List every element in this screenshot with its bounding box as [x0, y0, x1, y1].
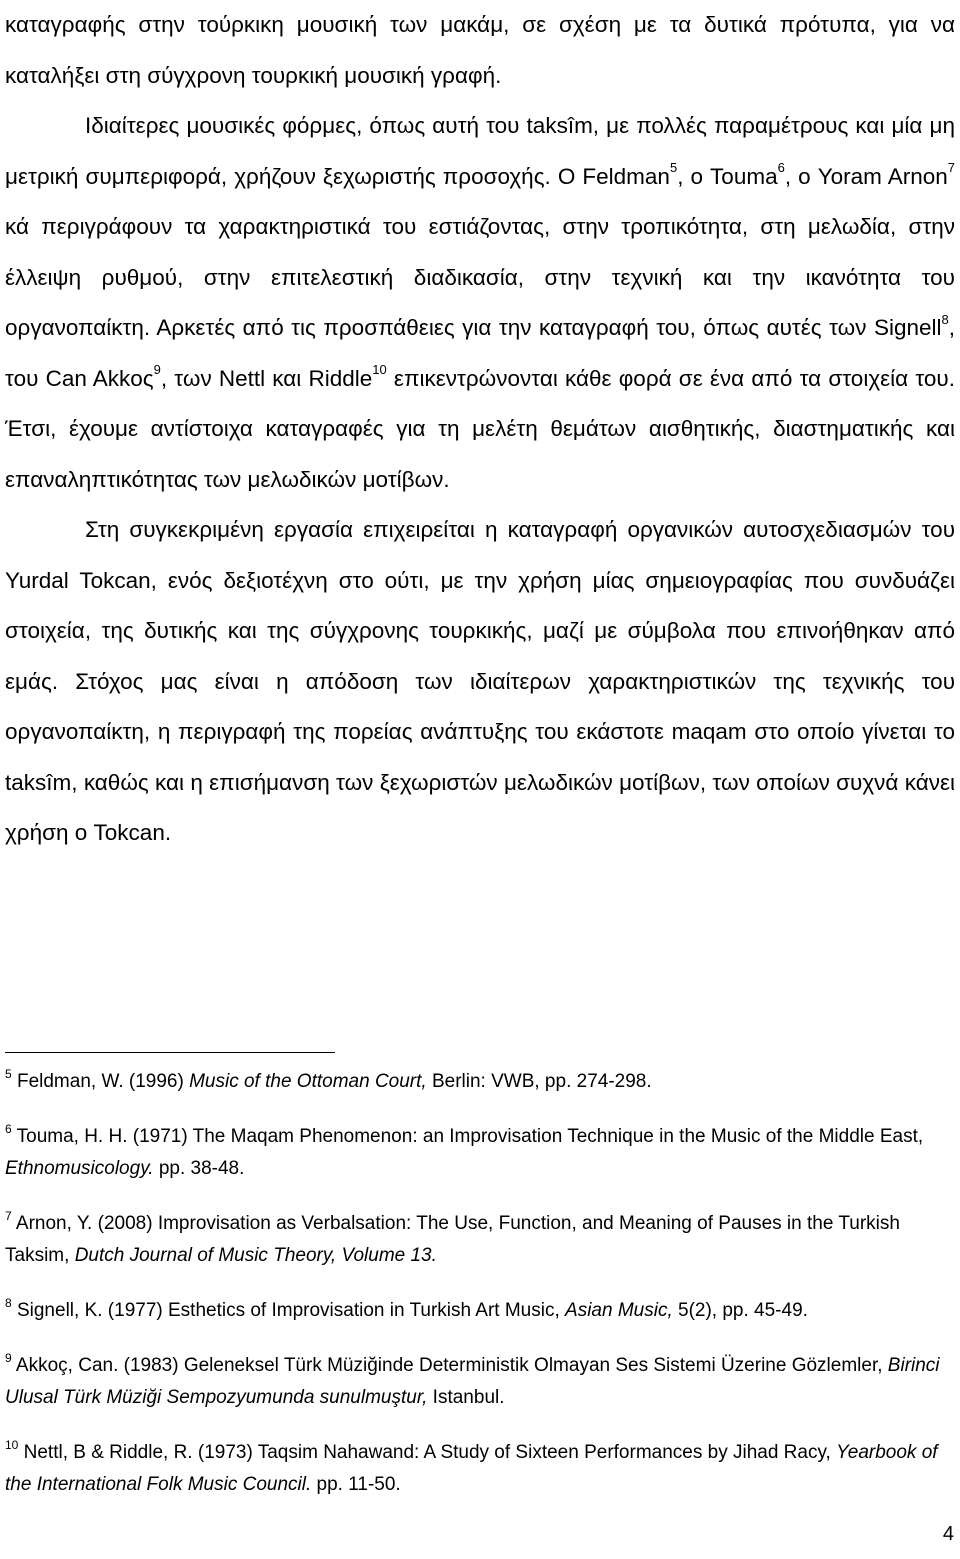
footnote-text: Nettl, B & Riddle, R. (1973) Taqsim Nahawand: A Study of Sixteen Performances by Jihad Racy, [23, 1442, 837, 1463]
footnote-number: 5 [5, 1066, 12, 1081]
footnote-7 [5, 1208, 955, 1272]
body-text [5, 0, 955, 859]
footnote-italic: Asian Music, [565, 1300, 673, 1321]
paragraph-1: καταγραφής στην τούρκικη μουσική των μακάμ, σε σχέση με τα δυτικά πρότυπα, για να καταλήξει στη σύγχρονη τουρκική μουσική γραφή. [5, 12, 955, 88]
paragraph-2-text: , ο Touma [677, 163, 778, 189]
footnotes [5, 1066, 955, 1524]
footnote-ref-5[interactable]: 5 [669, 160, 678, 175]
footnote-italic: Music of the Ottoman Court, [189, 1071, 427, 1092]
footnote-5 [5, 1066, 955, 1098]
footnote-italic: Ethnomusicology. [5, 1158, 154, 1179]
footnote-ref-9[interactable]: 9 [153, 362, 161, 377]
footnote-separator [5, 1052, 335, 1053]
footnote-number: 6 [5, 1121, 12, 1136]
footnote-number: 7 [5, 1208, 12, 1223]
footnote-ref-7[interactable]: 7 [947, 160, 955, 175]
footnote-text: pp. 38-48. [153, 1158, 245, 1179]
footnote-number: 10 [5, 1437, 19, 1452]
footnote-text: Arnon, Y. (2008) Improvisation as Verbalsation: The Use, Function, and Meaning of Pauses in the Turkish Taksim, [5, 1213, 900, 1266]
footnote-text: 5(2), pp. 45-49. [672, 1300, 808, 1321]
footnote-text: Signell, K. (1977) Esthetics of Improvisation in Turkish Art Music, [16, 1300, 566, 1321]
footnote-10 [5, 1437, 955, 1501]
paragraph-2-text: κά περιγράφουν τα χαρακτηριστικά του εστιάζοντας, στην τροπικότητα, στη μελωδία, στην έλλειψη ρυθμού, στην επιτελεστική διαδικασία, στην τεχνική και την ικανότητα του οργανοπαίκτη. Αρκετές από τις προσπάθειες για την καταγραφή του, όπως αυτές των Signell [5, 214, 955, 340]
footnote-text: Feldman, W. (1996) [16, 1071, 190, 1092]
footnote-text: Akkoç, Can. (1983) Geleneksel Türk Müziğinde Deterministik Olmayan Ses Sistemi Üzerine Gözlemler, [15, 1355, 888, 1376]
paragraph-2 [5, 101, 955, 505]
footnote-8 [5, 1295, 955, 1327]
footnote-6 [5, 1121, 955, 1185]
footnote-italic: Birinci Ulusal Türk Müziği Sempozyumunda sunulmuştur, [5, 1355, 940, 1408]
footnote-ref-10[interactable]: 10 [372, 362, 387, 377]
paragraph-3: Στη συγκεκριμένη εργασία επιχειρείται η καταγραφή οργανικών αυτοσχεδιασμών του Yurdal Tokcan, ενός δεξιοτέχνη στο ούτι, με την χρήση μίας σημειογραφίας που συνδυάζει στοιχεία, της δυτικής και της σύγχρονης τουρκικής, μαζί με σύμβολα που επινοήθηκαν από εμάς. Στόχος μας είναι η απόδοση των ιδιαίτερων χαρακτηριστικών της τεχνικής του οργανοπαίκτη, η περιγραφή της πορείας ανάπτυξης του εκάστοτε maqam στο οποίο γίνεται το taksîm, καθώς και η επισήμανση των ξεχωριστών μελωδικών μοτίβων, των οποίων συχνά κάνει χρήση ο Tokcan. [5, 517, 955, 845]
paragraph-2-text: Ιδιαίτερες μουσικές φόρμες, όπως αυτή του taksîm, με πολλές παραμέτρους και μία μη μετρική συμπεριφορά, χρήζουν ξεχωριστής προσοχής. Ο Feldman [5, 113, 955, 189]
footnote-number: 9 [5, 1350, 12, 1365]
footnote-italic: Dutch Journal of Music Theory, Volume 13. [74, 1245, 437, 1266]
footnote-text: Touma, H. H. (1971) The Maqam Phenomenon: an Improvisation Technique in the Music of the Middle East, [16, 1126, 924, 1147]
footnote-ref-8[interactable]: 8 [941, 311, 949, 327]
footnote-text: pp. 11-50. [311, 1474, 401, 1495]
paragraph-2-text: , του Can Akkoς [5, 315, 955, 391]
paragraph-2-text: , ο Yoram Arnon [784, 163, 948, 189]
footnote-italic: Yearbook of the International Folk Music Council. [5, 1442, 938, 1495]
footnote-text: Berlin: VWB, pp. 274-298. [426, 1071, 652, 1092]
paragraph-2-text: επικεντρώνονται κάθε φορά σε ένα από τα στοιχεία του. Έτσι, έχουμε αντίστοιχα καταγραφές για τη μελέτη θεμάτων αισθητικής, διαστηματικής και επαναληπτικότητας των μελωδικών μοτίβων. [5, 365, 955, 492]
page-number: 4 [942, 1523, 954, 1545]
footnote-number: 8 [5, 1295, 12, 1310]
footnote-ref-6[interactable]: 6 [777, 160, 785, 175]
footnote-text: Istanbul. [427, 1387, 505, 1408]
footnote-9 [5, 1350, 955, 1414]
paragraph-2-text: , των Nettl και Riddle [160, 365, 373, 391]
